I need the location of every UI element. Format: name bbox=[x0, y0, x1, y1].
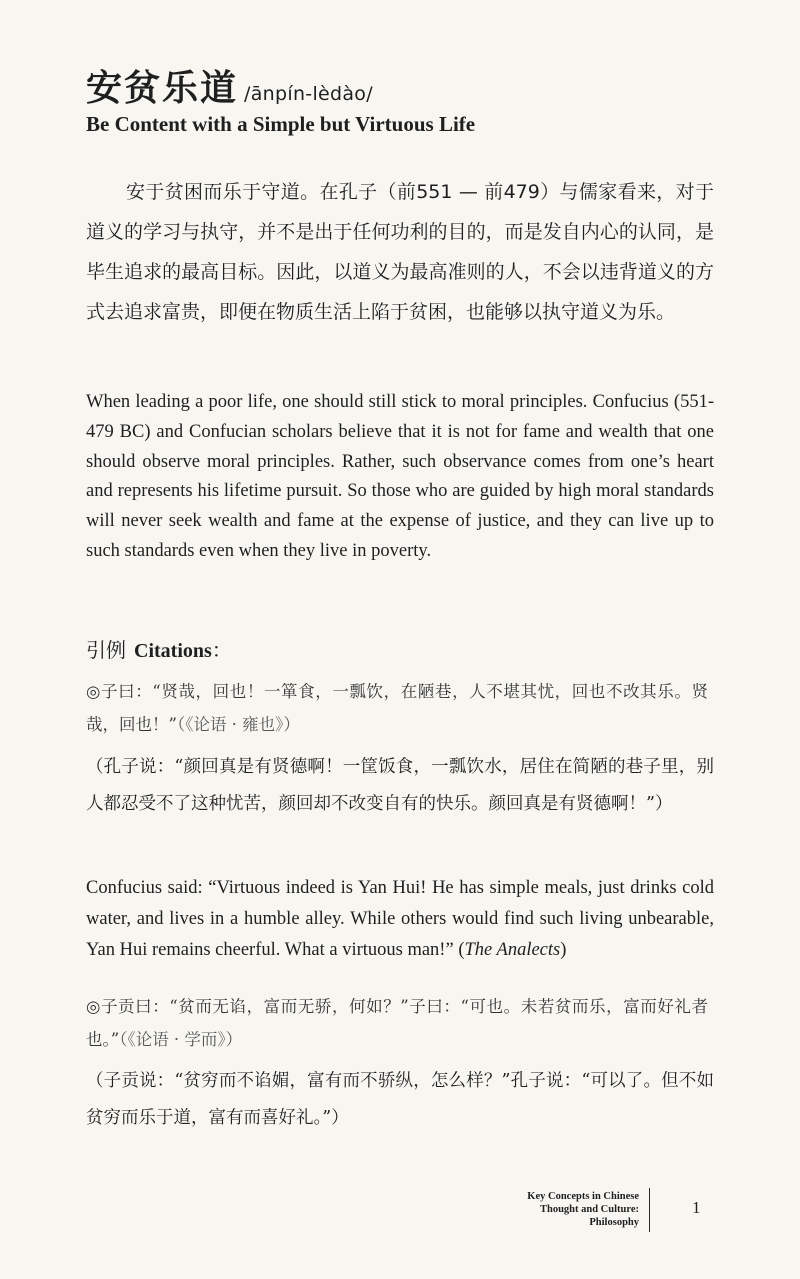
citation-1-source-book: （《论语 · 雍也》） bbox=[176, 715, 300, 734]
citation-1-book-close: ) bbox=[560, 940, 567, 960]
citations-heading-chinese: 引例 bbox=[86, 638, 126, 662]
term-pinyin: /ānpín-lèdào/ bbox=[244, 83, 373, 105]
citation-1-english-text: Confucius said: “Virtuous indeed is Yan Hui! He has simple meals, just drinks cold water, and lives in a humble alley. While others would find such living unbearable, Yan Hui remains cheerful. What a virtuous man!” bbox=[86, 878, 714, 960]
definition-english: When leading a poor life, one should still stick to moral principles. Confucius (551-479 BC) and Confucian scholars believe that it is not for fame and wealth that one should observe moral principles. Rather, such observance comes from one’s heart and represents his lifetime pursuit. So those who are guided by high moral standards will never seek wealth and fame at the expense of justice, and they can live up to such standards even when they live in poverty. bbox=[86, 392, 714, 561]
footer-series-line-2: Thought and Culture: bbox=[539, 1204, 639, 1215]
footer-series-line-1: Key Concepts in Chinese bbox=[527, 1191, 639, 1202]
citations-heading-colon: ： bbox=[211, 638, 232, 662]
citation-1-translation-chinese: （孔子说：“颜回真是有贤德啊！一筐饭食，一瓢饮水，居住在简陋的巷子里，别人都忍受不了这种忧苦，颜回却不改变自有的快乐。颜回真是有贤德啊！”） bbox=[86, 757, 714, 814]
citation-2-source bbox=[86, 990, 708, 1056]
citation-2-source-text: ◎子贡曰：“贫而无谄，富而无骄，何如？”子曰：“可也。未若贫而乐，富而好礼者也。” bbox=[86, 997, 708, 1049]
footer-series-title bbox=[459, 1190, 639, 1229]
citation-2-translation-chinese: （子贡说：“贫穷而不谄媚，富有而不骄纵，怎么样？”孔子说：“可以了。但不如贫穷而乐于道，富有而喜好礼。”） bbox=[86, 1071, 714, 1128]
citation-1-book-english: The Analects bbox=[464, 940, 561, 960]
page-number: 1 bbox=[692, 1198, 701, 1217]
definition-chinese: 安于贫困而乐于守道。在孔子（前551 — 前479）与儒家看来，对于道义的学习与执守，并不是出于任何功利的目的，而是发自内心的认同，是毕生追求的最高目标。因此，以道义为最高准则的人，不会以违背道义的方式去追求富贵，即便在物质生活上陷于贫困，也能够以执守道义为乐。 bbox=[86, 181, 714, 323]
citation-1-book-open: ( bbox=[453, 940, 465, 960]
citations-heading-english: Citations bbox=[134, 640, 212, 662]
footer-series-line-3: Philosophy bbox=[589, 1217, 639, 1228]
citations-heading bbox=[86, 634, 726, 663]
footer-divider bbox=[649, 1188, 650, 1232]
citation-1-source-text: ◎子曰：“贤哉，回也！一箪食，一瓢饮，在陋巷，人不堪其忧，回也不改其乐。贤哉，回也！” bbox=[86, 682, 708, 734]
citation-1-translation-english bbox=[86, 873, 714, 966]
term-chinese: 安贫乐道 bbox=[86, 68, 239, 109]
citation-1-source bbox=[86, 675, 708, 741]
entry-title bbox=[86, 60, 726, 111]
term-english: Be Content with a Simple but Virtuous Life bbox=[86, 112, 476, 136]
citation-2-source-book: （《论语 · 学而》） bbox=[119, 1030, 243, 1049]
